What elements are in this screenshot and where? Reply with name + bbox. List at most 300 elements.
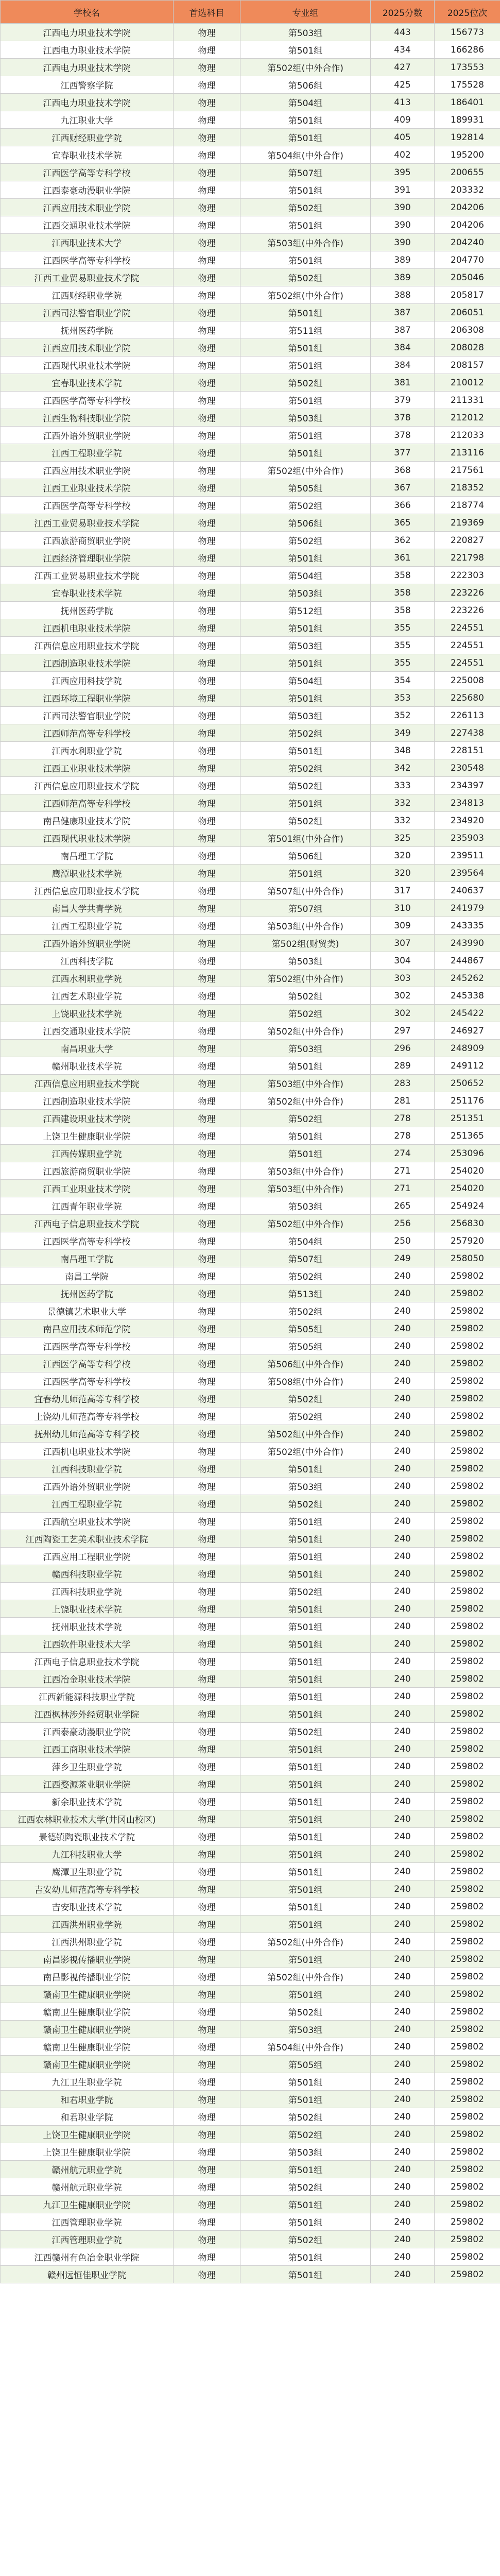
cell-major-group: 第501组 xyxy=(240,1530,371,1548)
cell-score: 443 xyxy=(371,24,435,41)
cell-school-name: 和君职业学院 xyxy=(1,2108,174,2126)
cell-score: 240 xyxy=(371,1443,435,1460)
cell-score: 240 xyxy=(371,1565,435,1583)
table-row xyxy=(1,2266,500,2283)
cell-score: 358 xyxy=(371,567,435,584)
cell-score: 240 xyxy=(371,1320,435,1337)
cell-score: 297 xyxy=(371,1022,435,1040)
cell-school-name: 赣州远恒佳职业学院 xyxy=(1,2266,174,2283)
cell-rank: 208028 xyxy=(435,339,500,357)
cell-score: 240 xyxy=(371,1986,435,2003)
cell-school-name: 和君职业学院 xyxy=(1,2091,174,2108)
cell-score: 402 xyxy=(371,146,435,164)
cell-score: 389 xyxy=(371,251,435,269)
table-row xyxy=(1,794,500,812)
cell-school-name: 上饶卫生健康职业学院 xyxy=(1,2143,174,2161)
cell-rank: 204206 xyxy=(435,216,500,234)
table-row xyxy=(1,514,500,532)
table-row xyxy=(1,829,500,847)
cell-subject: 物理 xyxy=(174,409,240,427)
cell-subject: 物理 xyxy=(174,1232,240,1250)
cell-major-group: 第501组 xyxy=(240,654,371,672)
cell-major-group: 第501组 xyxy=(240,129,371,146)
cell-major-group: 第502组(中外合作) xyxy=(240,286,371,304)
cell-major-group: 第501组 xyxy=(240,1986,371,2003)
table-row xyxy=(1,2161,500,2178)
cell-major-group: 第503组(中外合作) xyxy=(240,1162,371,1180)
cell-rank: 230548 xyxy=(435,759,500,777)
cell-subject: 物理 xyxy=(174,199,240,216)
cell-rank: 213116 xyxy=(435,444,500,462)
cell-score: 240 xyxy=(371,1390,435,1408)
cell-subject: 物理 xyxy=(174,1408,240,1425)
table-row xyxy=(1,199,500,216)
cell-school-name: 江西新能源科技职业学院 xyxy=(1,1688,174,1705)
cell-major-group: 第501组 xyxy=(240,1810,371,1828)
cell-major-group: 第501组 xyxy=(240,1793,371,1810)
table-row xyxy=(1,724,500,742)
cell-major-group: 第502组(中外合作) xyxy=(240,59,371,76)
cell-rank: 218352 xyxy=(435,479,500,497)
cell-major-group: 第503组(中外合作) xyxy=(240,917,371,935)
cell-subject: 物理 xyxy=(174,1775,240,1793)
table-row xyxy=(1,1653,500,1670)
cell-school-name: 上饶职业技术学院 xyxy=(1,1005,174,1022)
cell-major-group: 第502组(中外合作) xyxy=(240,1933,371,1951)
cell-score: 240 xyxy=(371,2266,435,2283)
cell-rank: 259802 xyxy=(435,1793,500,1810)
cell-school-name: 上饶职业技术学院 xyxy=(1,1600,174,1618)
cell-school-name: 江西医学高等专科学校 xyxy=(1,1232,174,1250)
table-row xyxy=(1,286,500,304)
cell-rank: 175528 xyxy=(435,76,500,94)
cell-score: 240 xyxy=(371,2213,435,2231)
cell-score: 240 xyxy=(371,1740,435,1758)
cell-school-name: 江西科技学院 xyxy=(1,952,174,970)
cell-school-name: 江西电子信息职业技术学院 xyxy=(1,1653,174,1670)
cell-subject: 物理 xyxy=(174,1162,240,1180)
cell-score: 320 xyxy=(371,865,435,882)
cell-score: 365 xyxy=(371,514,435,532)
cell-subject: 物理 xyxy=(174,1705,240,1723)
header-major-group: 专业组 xyxy=(240,1,371,24)
table-row xyxy=(1,882,500,900)
cell-school-name: 江西泰豪动漫职业学院 xyxy=(1,1723,174,1740)
cell-major-group: 第502组 xyxy=(240,777,371,794)
cell-rank: 224551 xyxy=(435,619,500,637)
table-row xyxy=(1,2056,500,2073)
cell-score: 249 xyxy=(371,1250,435,1267)
cell-school-name: 江西外语外贸职业学院 xyxy=(1,935,174,952)
cell-school-name: 江西警察学院 xyxy=(1,76,174,94)
table-row xyxy=(1,2073,500,2091)
cell-subject: 物理 xyxy=(174,584,240,602)
cell-subject: 物理 xyxy=(174,374,240,392)
cell-school-name: 江西司法警官职业学院 xyxy=(1,707,174,724)
table-row xyxy=(1,1530,500,1548)
cell-major-group: 第502组 xyxy=(240,199,371,216)
table-row xyxy=(1,1793,500,1810)
cell-rank: 259802 xyxy=(435,1443,500,1460)
table-row xyxy=(1,567,500,584)
cell-subject: 物理 xyxy=(174,1267,240,1285)
cell-rank: 259802 xyxy=(435,2161,500,2178)
cell-school-name: 江西应用技术职业学院 xyxy=(1,339,174,357)
cell-score: 281 xyxy=(371,1092,435,1110)
cell-major-group: 第501组 xyxy=(240,742,371,759)
cell-score: 390 xyxy=(371,216,435,234)
cell-rank: 234813 xyxy=(435,794,500,812)
table-row xyxy=(1,1740,500,1758)
table-row xyxy=(1,900,500,917)
cell-major-group: 第501组(中外合作) xyxy=(240,829,371,847)
cell-rank: 259802 xyxy=(435,2073,500,2091)
cell-score: 378 xyxy=(371,427,435,444)
cell-score: 388 xyxy=(371,286,435,304)
cell-subject: 物理 xyxy=(174,1443,240,1460)
cell-subject: 物理 xyxy=(174,935,240,952)
table-row xyxy=(1,2126,500,2143)
cell-major-group: 第502组 xyxy=(240,1267,371,1285)
table-row xyxy=(1,2248,500,2266)
cell-major-group: 第504组(中外合作) xyxy=(240,146,371,164)
table-row xyxy=(1,1215,500,1232)
cell-school-name: 江西交通职业技术学院 xyxy=(1,216,174,234)
cell-score: 240 xyxy=(371,1635,435,1653)
cell-school-name: 江西经济管理职业学院 xyxy=(1,549,174,567)
cell-score: 368 xyxy=(371,462,435,479)
table-row xyxy=(1,1845,500,1863)
cell-school-name: 江西电力职业技术学院 xyxy=(1,59,174,76)
cell-rank: 205817 xyxy=(435,286,500,304)
cell-subject: 物理 xyxy=(174,1740,240,1758)
table-row xyxy=(1,637,500,654)
cell-rank: 212033 xyxy=(435,427,500,444)
cell-score: 240 xyxy=(371,1408,435,1425)
cell-major-group: 第501组 xyxy=(240,2248,371,2266)
cell-rank: 173553 xyxy=(435,59,500,76)
cell-rank: 211331 xyxy=(435,392,500,409)
table-row xyxy=(1,1951,500,1968)
cell-score: 240 xyxy=(371,1670,435,1688)
cell-subject: 物理 xyxy=(174,164,240,181)
cell-score: 379 xyxy=(371,392,435,409)
cell-school-name: 南昌理工学院 xyxy=(1,1250,174,1267)
cell-rank: 259802 xyxy=(435,2231,500,2248)
table-row xyxy=(1,2231,500,2248)
cell-rank: 259802 xyxy=(435,2248,500,2266)
cell-score: 358 xyxy=(371,584,435,602)
cell-score: 296 xyxy=(371,1040,435,1057)
cell-rank: 205046 xyxy=(435,269,500,286)
cell-subject: 物理 xyxy=(174,339,240,357)
cell-rank: 195200 xyxy=(435,146,500,164)
table-row xyxy=(1,584,500,602)
cell-school-name: 江西电力职业技术学院 xyxy=(1,94,174,111)
cell-school-name: 赣州航元职业学院 xyxy=(1,2178,174,2196)
cell-score: 310 xyxy=(371,900,435,917)
cell-subject: 物理 xyxy=(174,1951,240,1968)
table-row xyxy=(1,1986,500,2003)
cell-rank: 259802 xyxy=(435,2021,500,2038)
cell-subject: 物理 xyxy=(174,234,240,251)
table-row xyxy=(1,1968,500,1986)
cell-major-group: 第501组 xyxy=(240,619,371,637)
cell-rank: 204770 xyxy=(435,251,500,269)
cell-major-group: 第502组 xyxy=(240,2003,371,2021)
cell-rank: 259802 xyxy=(435,1478,500,1495)
table-body xyxy=(1,24,500,2283)
cell-score: 387 xyxy=(371,304,435,321)
table-row xyxy=(1,2003,500,2021)
cell-score: 240 xyxy=(371,1758,435,1775)
cell-school-name: 江西应用工程职业学院 xyxy=(1,1548,174,1565)
cell-subject: 物理 xyxy=(174,619,240,637)
cell-rank: 259802 xyxy=(435,2196,500,2213)
cell-score: 265 xyxy=(371,1197,435,1215)
cell-rank: 248909 xyxy=(435,1040,500,1057)
table-row xyxy=(1,1355,500,1372)
cell-major-group: 第501组 xyxy=(240,392,371,409)
cell-score: 250 xyxy=(371,1232,435,1250)
cell-school-name: 江西制造职业技术学院 xyxy=(1,1092,174,1110)
table-row xyxy=(1,1916,500,1933)
cell-score: 354 xyxy=(371,672,435,689)
cell-subject: 物理 xyxy=(174,444,240,462)
cell-subject: 物理 xyxy=(174,1372,240,1390)
cell-major-group: 第504组 xyxy=(240,1232,371,1250)
cell-school-name: 江西洪州职业学院 xyxy=(1,1933,174,1951)
cell-score: 391 xyxy=(371,181,435,199)
cell-subject: 物理 xyxy=(174,1092,240,1110)
cell-subject: 物理 xyxy=(174,2161,240,2178)
cell-school-name: 江西工业职业技术学院 xyxy=(1,479,174,497)
cell-school-name: 抚州医药学院 xyxy=(1,602,174,619)
cell-rank: 259802 xyxy=(435,1705,500,1723)
cell-school-name: 江西医学高等专科学校 xyxy=(1,1337,174,1355)
cell-school-name: 江西工业贸易职业技术学院 xyxy=(1,567,174,584)
table-row xyxy=(1,1898,500,1916)
cell-score: 240 xyxy=(371,1723,435,1740)
cell-score: 355 xyxy=(371,654,435,672)
table-row xyxy=(1,1705,500,1723)
cell-major-group: 第501组 xyxy=(240,2213,371,2231)
cell-rank: 259802 xyxy=(435,1863,500,1880)
cell-subject: 物理 xyxy=(174,76,240,94)
cell-major-group: 第501组 xyxy=(240,1600,371,1618)
cell-subject: 物理 xyxy=(174,1127,240,1145)
cell-score: 240 xyxy=(371,2056,435,2073)
cell-subject: 物理 xyxy=(174,1022,240,1040)
cell-rank: 259802 xyxy=(435,1337,500,1355)
cell-rank: 203332 xyxy=(435,181,500,199)
table-row xyxy=(1,2178,500,2196)
cell-major-group: 第501组 xyxy=(240,1145,371,1162)
cell-score: 240 xyxy=(371,1951,435,1968)
cell-school-name: 赣州航元职业学院 xyxy=(1,2161,174,2178)
cell-school-name: 江西工商职业技术学院 xyxy=(1,1740,174,1758)
cell-school-name: 江西电力职业技术学院 xyxy=(1,41,174,59)
cell-rank: 239564 xyxy=(435,865,500,882)
cell-subject: 物理 xyxy=(174,1810,240,1828)
cell-score: 355 xyxy=(371,637,435,654)
cell-major-group: 第501组 xyxy=(240,111,371,129)
cell-school-name: 江西农林职业技术大学(井冈山校区) xyxy=(1,1810,174,1828)
cell-rank: 259802 xyxy=(435,1635,500,1653)
cell-major-group: 第502组 xyxy=(240,1495,371,1513)
cell-subject: 物理 xyxy=(174,2178,240,2196)
cell-subject: 物理 xyxy=(174,1355,240,1372)
cell-subject: 物理 xyxy=(174,1845,240,1863)
cell-school-name: 赣南卫生健康职业学院 xyxy=(1,2038,174,2056)
cell-school-name: 江西医学高等专科学校 xyxy=(1,497,174,514)
cell-subject: 物理 xyxy=(174,216,240,234)
cell-subject: 物理 xyxy=(174,2108,240,2126)
cell-score: 240 xyxy=(371,2108,435,2126)
cell-major-group: 第506组 xyxy=(240,514,371,532)
cell-rank: 225008 xyxy=(435,672,500,689)
table-row xyxy=(1,1425,500,1443)
cell-rank: 200655 xyxy=(435,164,500,181)
cell-score: 240 xyxy=(371,1618,435,1635)
cell-subject: 物理 xyxy=(174,1898,240,1916)
cell-subject: 物理 xyxy=(174,724,240,742)
cell-score: 240 xyxy=(371,1933,435,1951)
table-row xyxy=(1,847,500,865)
cell-school-name: 江西青年职业学院 xyxy=(1,1197,174,1215)
cell-rank: 219369 xyxy=(435,514,500,532)
header-subject: 首选科目 xyxy=(174,1,240,24)
cell-school-name: 江西工程职业学院 xyxy=(1,917,174,935)
cell-rank: 224551 xyxy=(435,637,500,654)
cell-major-group: 第501组 xyxy=(240,216,371,234)
cell-subject: 物理 xyxy=(174,181,240,199)
cell-score: 240 xyxy=(371,1513,435,1530)
cell-score: 256 xyxy=(371,1215,435,1232)
cell-score: 353 xyxy=(371,689,435,707)
cell-score: 240 xyxy=(371,1828,435,1845)
cell-major-group: 第501组 xyxy=(240,1653,371,1670)
cell-score: 381 xyxy=(371,374,435,392)
table-row xyxy=(1,339,500,357)
table-row xyxy=(1,1022,500,1040)
table-row xyxy=(1,1057,500,1075)
table-row xyxy=(1,2143,500,2161)
table-row xyxy=(1,1285,500,1302)
cell-score: 240 xyxy=(371,2231,435,2248)
cell-school-name: 九江职业大学 xyxy=(1,111,174,129)
cell-rank: 259802 xyxy=(435,1495,500,1513)
cell-score: 384 xyxy=(371,339,435,357)
table-row xyxy=(1,672,500,689)
cell-score: 303 xyxy=(371,970,435,987)
cell-rank: 254020 xyxy=(435,1180,500,1197)
cell-subject: 物理 xyxy=(174,829,240,847)
table-row xyxy=(1,619,500,637)
table-row xyxy=(1,1232,500,1250)
cell-school-name: 江西医学高等专科学校 xyxy=(1,1355,174,1372)
cell-subject: 物理 xyxy=(174,654,240,672)
cell-score: 389 xyxy=(371,269,435,286)
cell-rank: 254020 xyxy=(435,1162,500,1180)
cell-major-group: 第502组 xyxy=(240,2231,371,2248)
cell-rank: 258050 xyxy=(435,1250,500,1267)
cell-major-group: 第512组 xyxy=(240,602,371,619)
cell-score: 240 xyxy=(371,1688,435,1705)
cell-rank: 234397 xyxy=(435,777,500,794)
cell-rank: 256830 xyxy=(435,1215,500,1232)
table-row xyxy=(1,24,500,41)
cell-subject: 物理 xyxy=(174,2056,240,2073)
cell-school-name: 宜春幼儿师范高等专科学校 xyxy=(1,1390,174,1408)
cell-subject: 物理 xyxy=(174,1688,240,1705)
table-row xyxy=(1,1110,500,1127)
cell-score: 240 xyxy=(371,1355,435,1372)
cell-rank: 253096 xyxy=(435,1145,500,1162)
cell-subject: 物理 xyxy=(174,304,240,321)
cell-subject: 物理 xyxy=(174,882,240,900)
cell-rank: 251176 xyxy=(435,1092,500,1110)
cell-school-name: 江西科技职业学院 xyxy=(1,1583,174,1600)
cell-major-group: 第501组 xyxy=(240,1880,371,1898)
cell-subject: 物理 xyxy=(174,1320,240,1337)
cell-subject: 物理 xyxy=(174,251,240,269)
cell-school-name: 江西现代职业技术学院 xyxy=(1,829,174,847)
cell-subject: 物理 xyxy=(174,707,240,724)
table-row xyxy=(1,1478,500,1495)
cell-school-name: 江西应用技术职业学院 xyxy=(1,462,174,479)
cell-subject: 物理 xyxy=(174,497,240,514)
cell-subject: 物理 xyxy=(174,1285,240,1302)
cell-subject: 物理 xyxy=(174,1250,240,1267)
table-row xyxy=(1,777,500,794)
cell-subject: 物理 xyxy=(174,1005,240,1022)
cell-rank: 259802 xyxy=(435,1653,500,1670)
cell-subject: 物理 xyxy=(174,689,240,707)
cell-rank: 250652 xyxy=(435,1075,500,1092)
cell-rank: 259802 xyxy=(435,2038,500,2056)
table-row xyxy=(1,164,500,181)
cell-rank: 259802 xyxy=(435,1740,500,1758)
cell-school-name: 赣西科技职业学院 xyxy=(1,1565,174,1583)
cell-major-group: 第502组(中外合作) xyxy=(240,1092,371,1110)
cell-rank: 259802 xyxy=(435,2108,500,2126)
cell-school-name: 南昌应用技术师范学院 xyxy=(1,1320,174,1337)
cell-major-group: 第505组 xyxy=(240,2056,371,2073)
cell-subject: 物理 xyxy=(174,2231,240,2248)
cell-score: 240 xyxy=(371,1880,435,1898)
cell-school-name: 宜春职业技术学院 xyxy=(1,584,174,602)
table-row xyxy=(1,392,500,409)
cell-subject: 物理 xyxy=(174,1145,240,1162)
cell-score: 240 xyxy=(371,1302,435,1320)
cell-subject: 物理 xyxy=(174,2038,240,2056)
cell-major-group: 第502组 xyxy=(240,759,371,777)
cell-major-group: 第504组 xyxy=(240,672,371,689)
cell-rank: 204240 xyxy=(435,234,500,251)
cell-subject: 物理 xyxy=(174,357,240,374)
cell-score: 271 xyxy=(371,1180,435,1197)
cell-score: 240 xyxy=(371,1653,435,1670)
table-row xyxy=(1,1933,500,1951)
cell-rank: 259802 xyxy=(435,1355,500,1372)
cell-subject: 物理 xyxy=(174,1040,240,1057)
cell-subject: 物理 xyxy=(174,952,240,970)
cell-score: 434 xyxy=(371,41,435,59)
cell-score: 240 xyxy=(371,2126,435,2143)
cell-school-name: 江西应用科技学院 xyxy=(1,672,174,689)
cell-major-group: 第501组 xyxy=(240,689,371,707)
